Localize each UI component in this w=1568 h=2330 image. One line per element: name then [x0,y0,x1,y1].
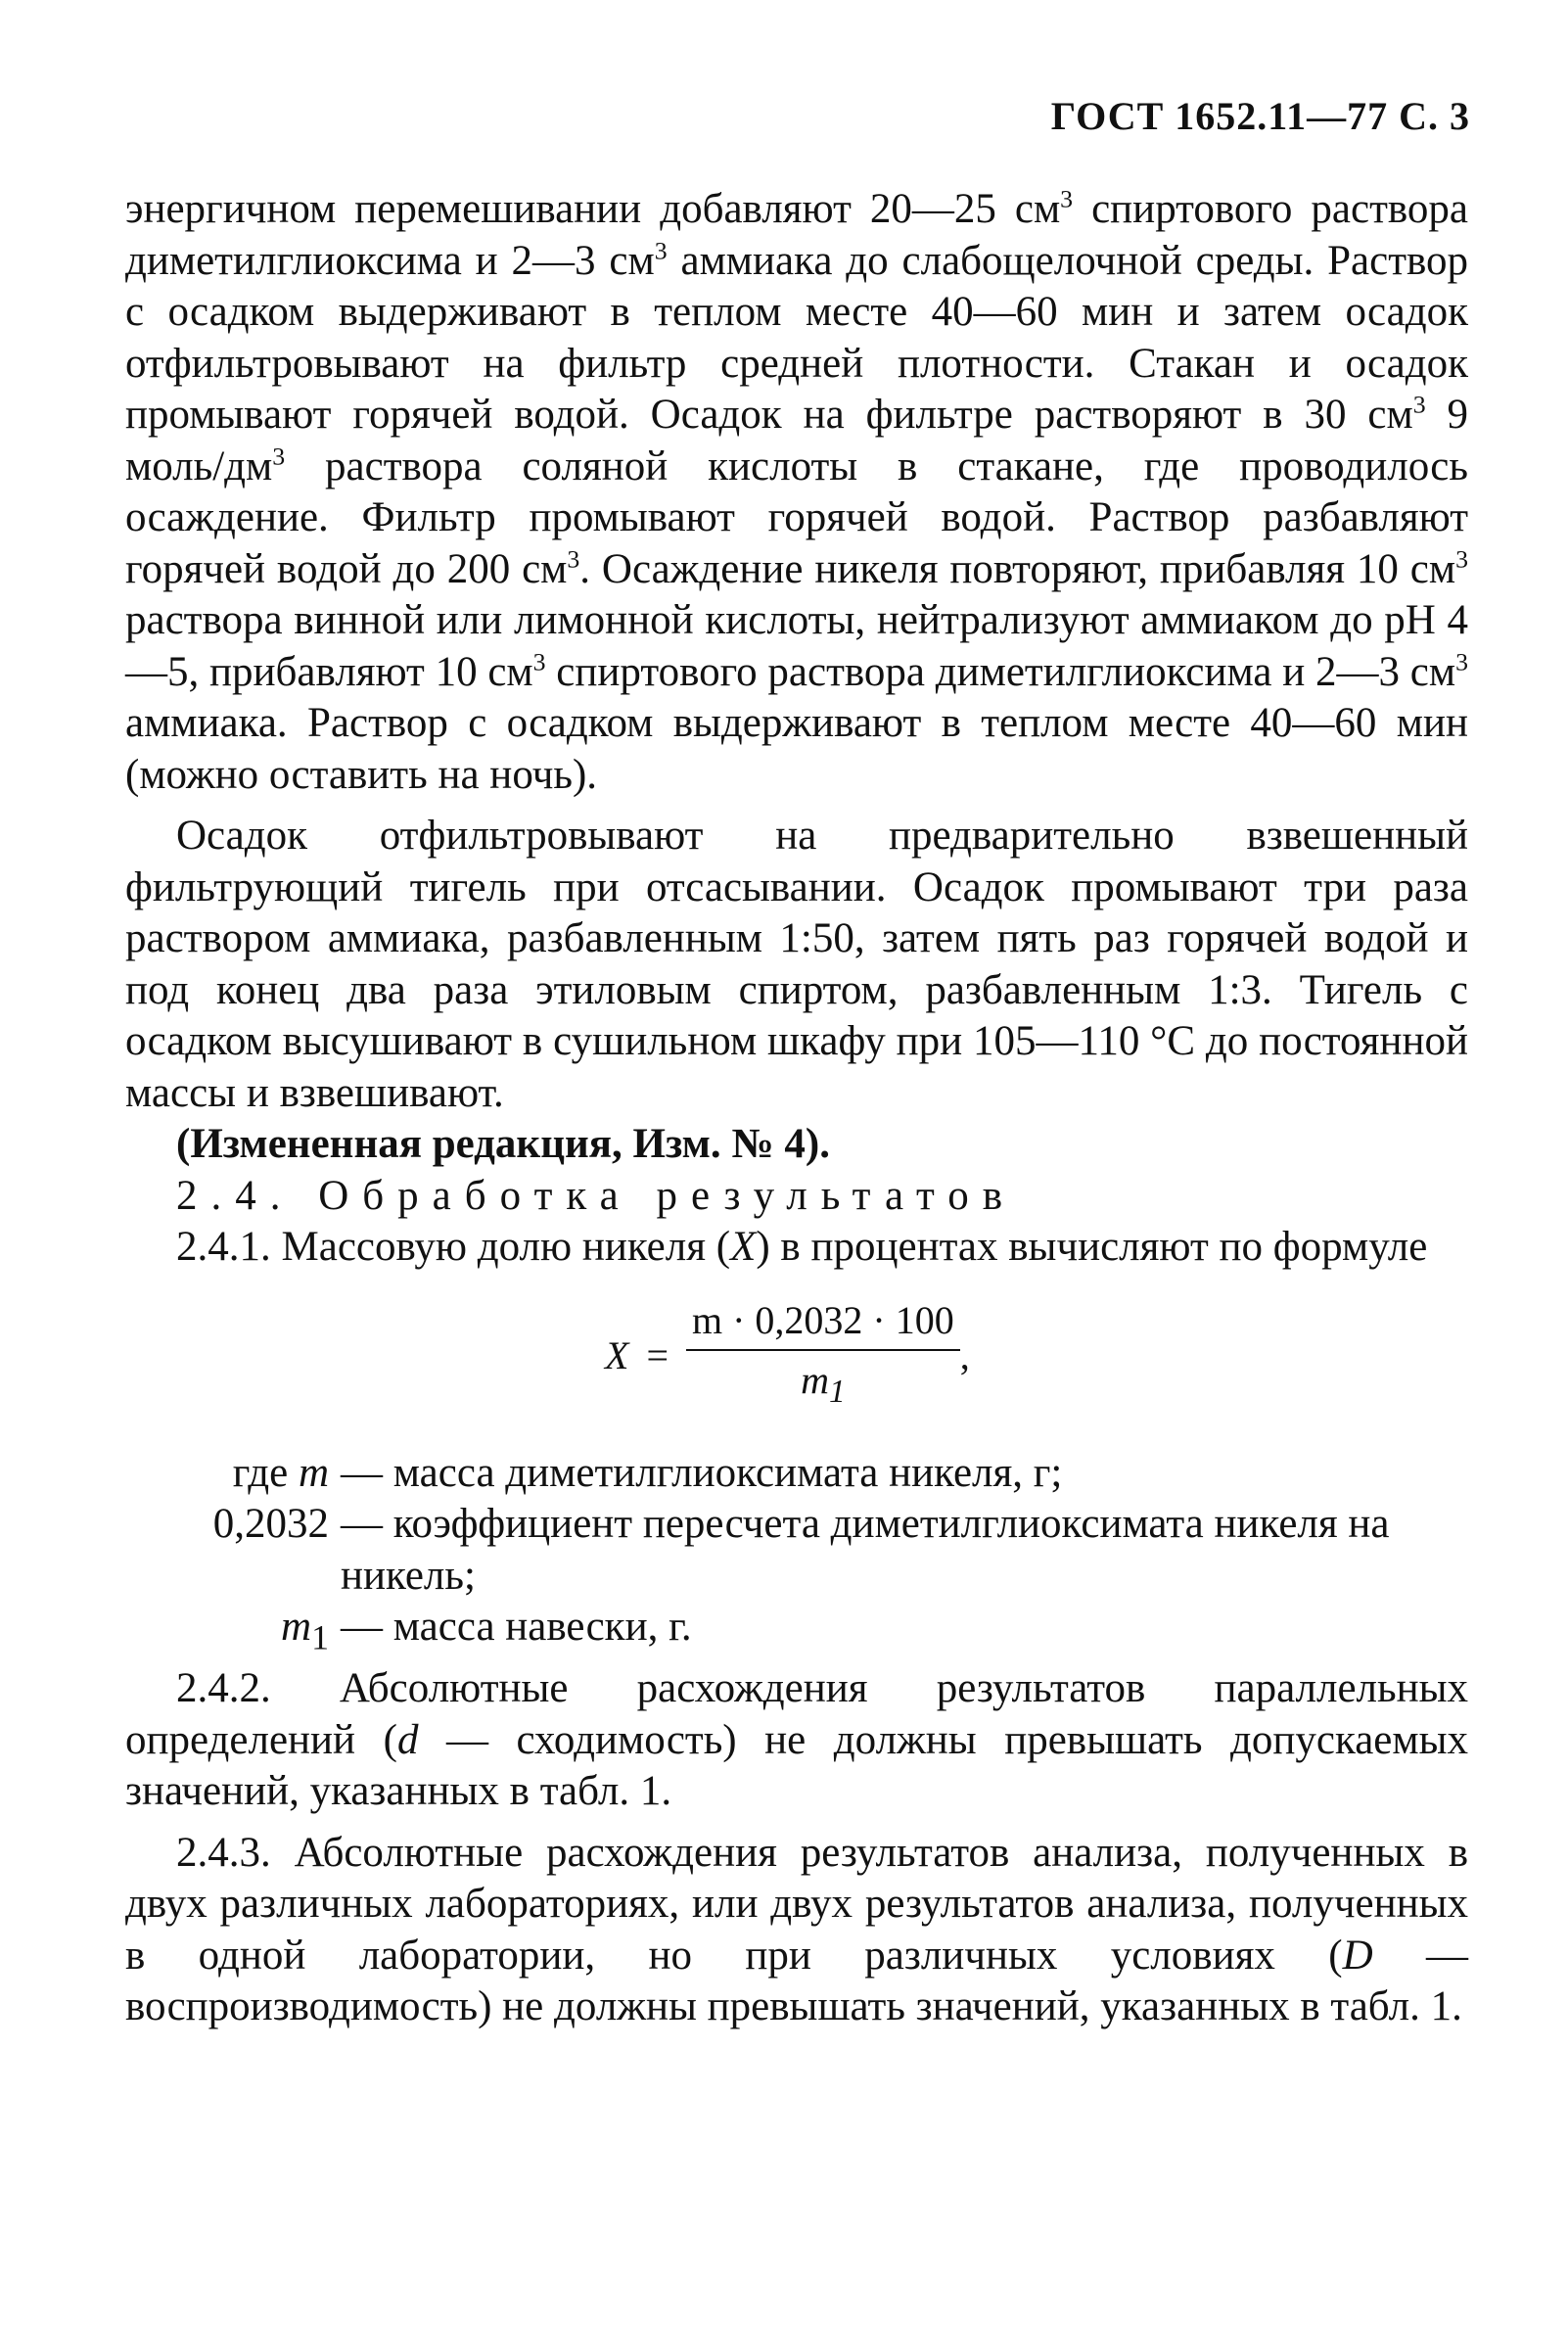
formula-block [125,1293,1468,1440]
paragraph-2-4-2 [125,1663,1468,1818]
text-run: энергичном перемешивании добавляют 20—25 см [125,186,1061,232]
definition-row [125,1602,1468,1663]
text-run: спиртового раствора диметилглиоксима и 2—3 см [125,186,1468,284]
text-run: спиртового раствора диметилглиоксима и 2—3 см [545,648,1456,695]
formula-equals: = [646,1333,669,1378]
superscript: 3 [1455,647,1469,676]
superscript: 3 [272,442,286,471]
definition-description: — масса диметилглиоксимата никеля, г; [341,1449,1063,1496]
text-run: 2.4.2. Абсолютные расхождения результатов параллельных определений ( [125,1665,1468,1763]
definition-term [125,1602,341,1663]
text-run: аммиака до слабощелочной среды. Раствор с осадком выдерживают в теплом месте 40—60 мин и затем осадок отфильтровывают на фильтр средней плотности. Стакан и осадок промывают горячей водой. Осадок на фильтре растворяют в 30 см [125,237,1468,438]
definitions-list [125,1448,1468,1664]
denominator-symbol: m [801,1357,829,1402]
text-run: ) в процентах вычисляют по формуле [756,1224,1428,1270]
superscript: 3 [1455,544,1469,574]
text-run: — сходимость) не должны превышать допускаемых значений, указанных в табл. 1. [125,1716,1468,1815]
document-body [125,184,1468,2033]
superscript: 3 [1412,390,1426,419]
superscript: 3 [654,236,668,265]
superscript: 3 [567,544,580,574]
definition-term: 0,2032 [212,1501,329,1547]
text-run: — воспроизводимость) не должны превышать значений, указанных в табл. 1. [125,1932,1469,2030]
paragraph-continuation [125,184,1468,801]
page-header: ГОСТ 1652.11—77 С. 3 [1050,94,1470,138]
text-run: 2.4.1. Массовую долю никеля ( [176,1224,731,1270]
variable-x: X [730,1224,757,1270]
text-run: . Осаждение никеля повторяют, прибавляя 10 см [579,545,1456,592]
text-run: раствора соляной кислоты в стакане, где проводилось осаждение. Фильтр промывают горячей водой. Раствор разбавляют горячей водой до 200 см [125,443,1468,592]
text-run: раствора винной или лимонной кислоты, нейтрализуют аммиаком до pH 4—5, прибавляют 10 см [125,597,1468,695]
text-run: 9 моль/дм [125,392,1469,489]
variable-D: D [1342,1932,1373,1979]
denominator-subscript: 1 [828,1373,846,1410]
variable-d: d [396,1716,419,1763]
superscript: 3 [532,647,546,676]
definition-description: — масса навески, г. [341,1604,692,1650]
definition-symbol: m [281,1604,312,1650]
formula-lhs: X [605,1333,629,1378]
definition-subscript: 1 [311,1617,329,1657]
text-run: 2.4.3. Абсолютные расхождения результатов анализа, полученных в двух различных лабораториях, или двух результатов анализа, полученных в одной лаборатории, но при различных условиях ( [125,1829,1468,1979]
formula-numerator: m · 0,2032 · 100 [686,1295,960,1351]
paragraph-2-4-3 [125,1828,1468,2033]
formula-fraction [686,1295,960,1418]
formula-comma: , [959,1333,970,1378]
superscript: 3 [1060,184,1074,213]
amendment-note: (Измененная редакция, Изм. № 4). [176,1121,830,1167]
text-run: аммиака. Раствор с осадком выдерживают в теплом месте 40—60 мин (можно оставить на ночь). [125,700,1468,798]
formula [605,1293,970,1421]
paragraph-filtering: Осадок отфильтровывают на предварительно взвешенный фильтрующий тигель при отсасывании. Осадок промывают три раза раствором аммиака, разбавленным 1:50, затем пять раз горячей водой и под конец два раза этиловым спиртом, разбавленным 1:3. Тигель с осадком высушивают в сушильном шкафу при 105—110 °С до постоянной массы и взвешивают. [125,813,1468,1116]
formula-denominator [801,1351,846,1419]
definition-symbol: m [298,1449,329,1496]
definition-prefix: где [232,1449,299,1496]
definition-row [125,1499,1468,1602]
definition-description: — коэффициент пересчета диметилглиоксимата никеля на никель; [341,1501,1390,1599]
section-heading-2-4: 2.4. Обработка результатов [176,1172,1016,1219]
definition-row [125,1448,1468,1500]
definition-term [125,1448,341,1500]
paragraph-2-4-1 [125,1222,1468,1274]
